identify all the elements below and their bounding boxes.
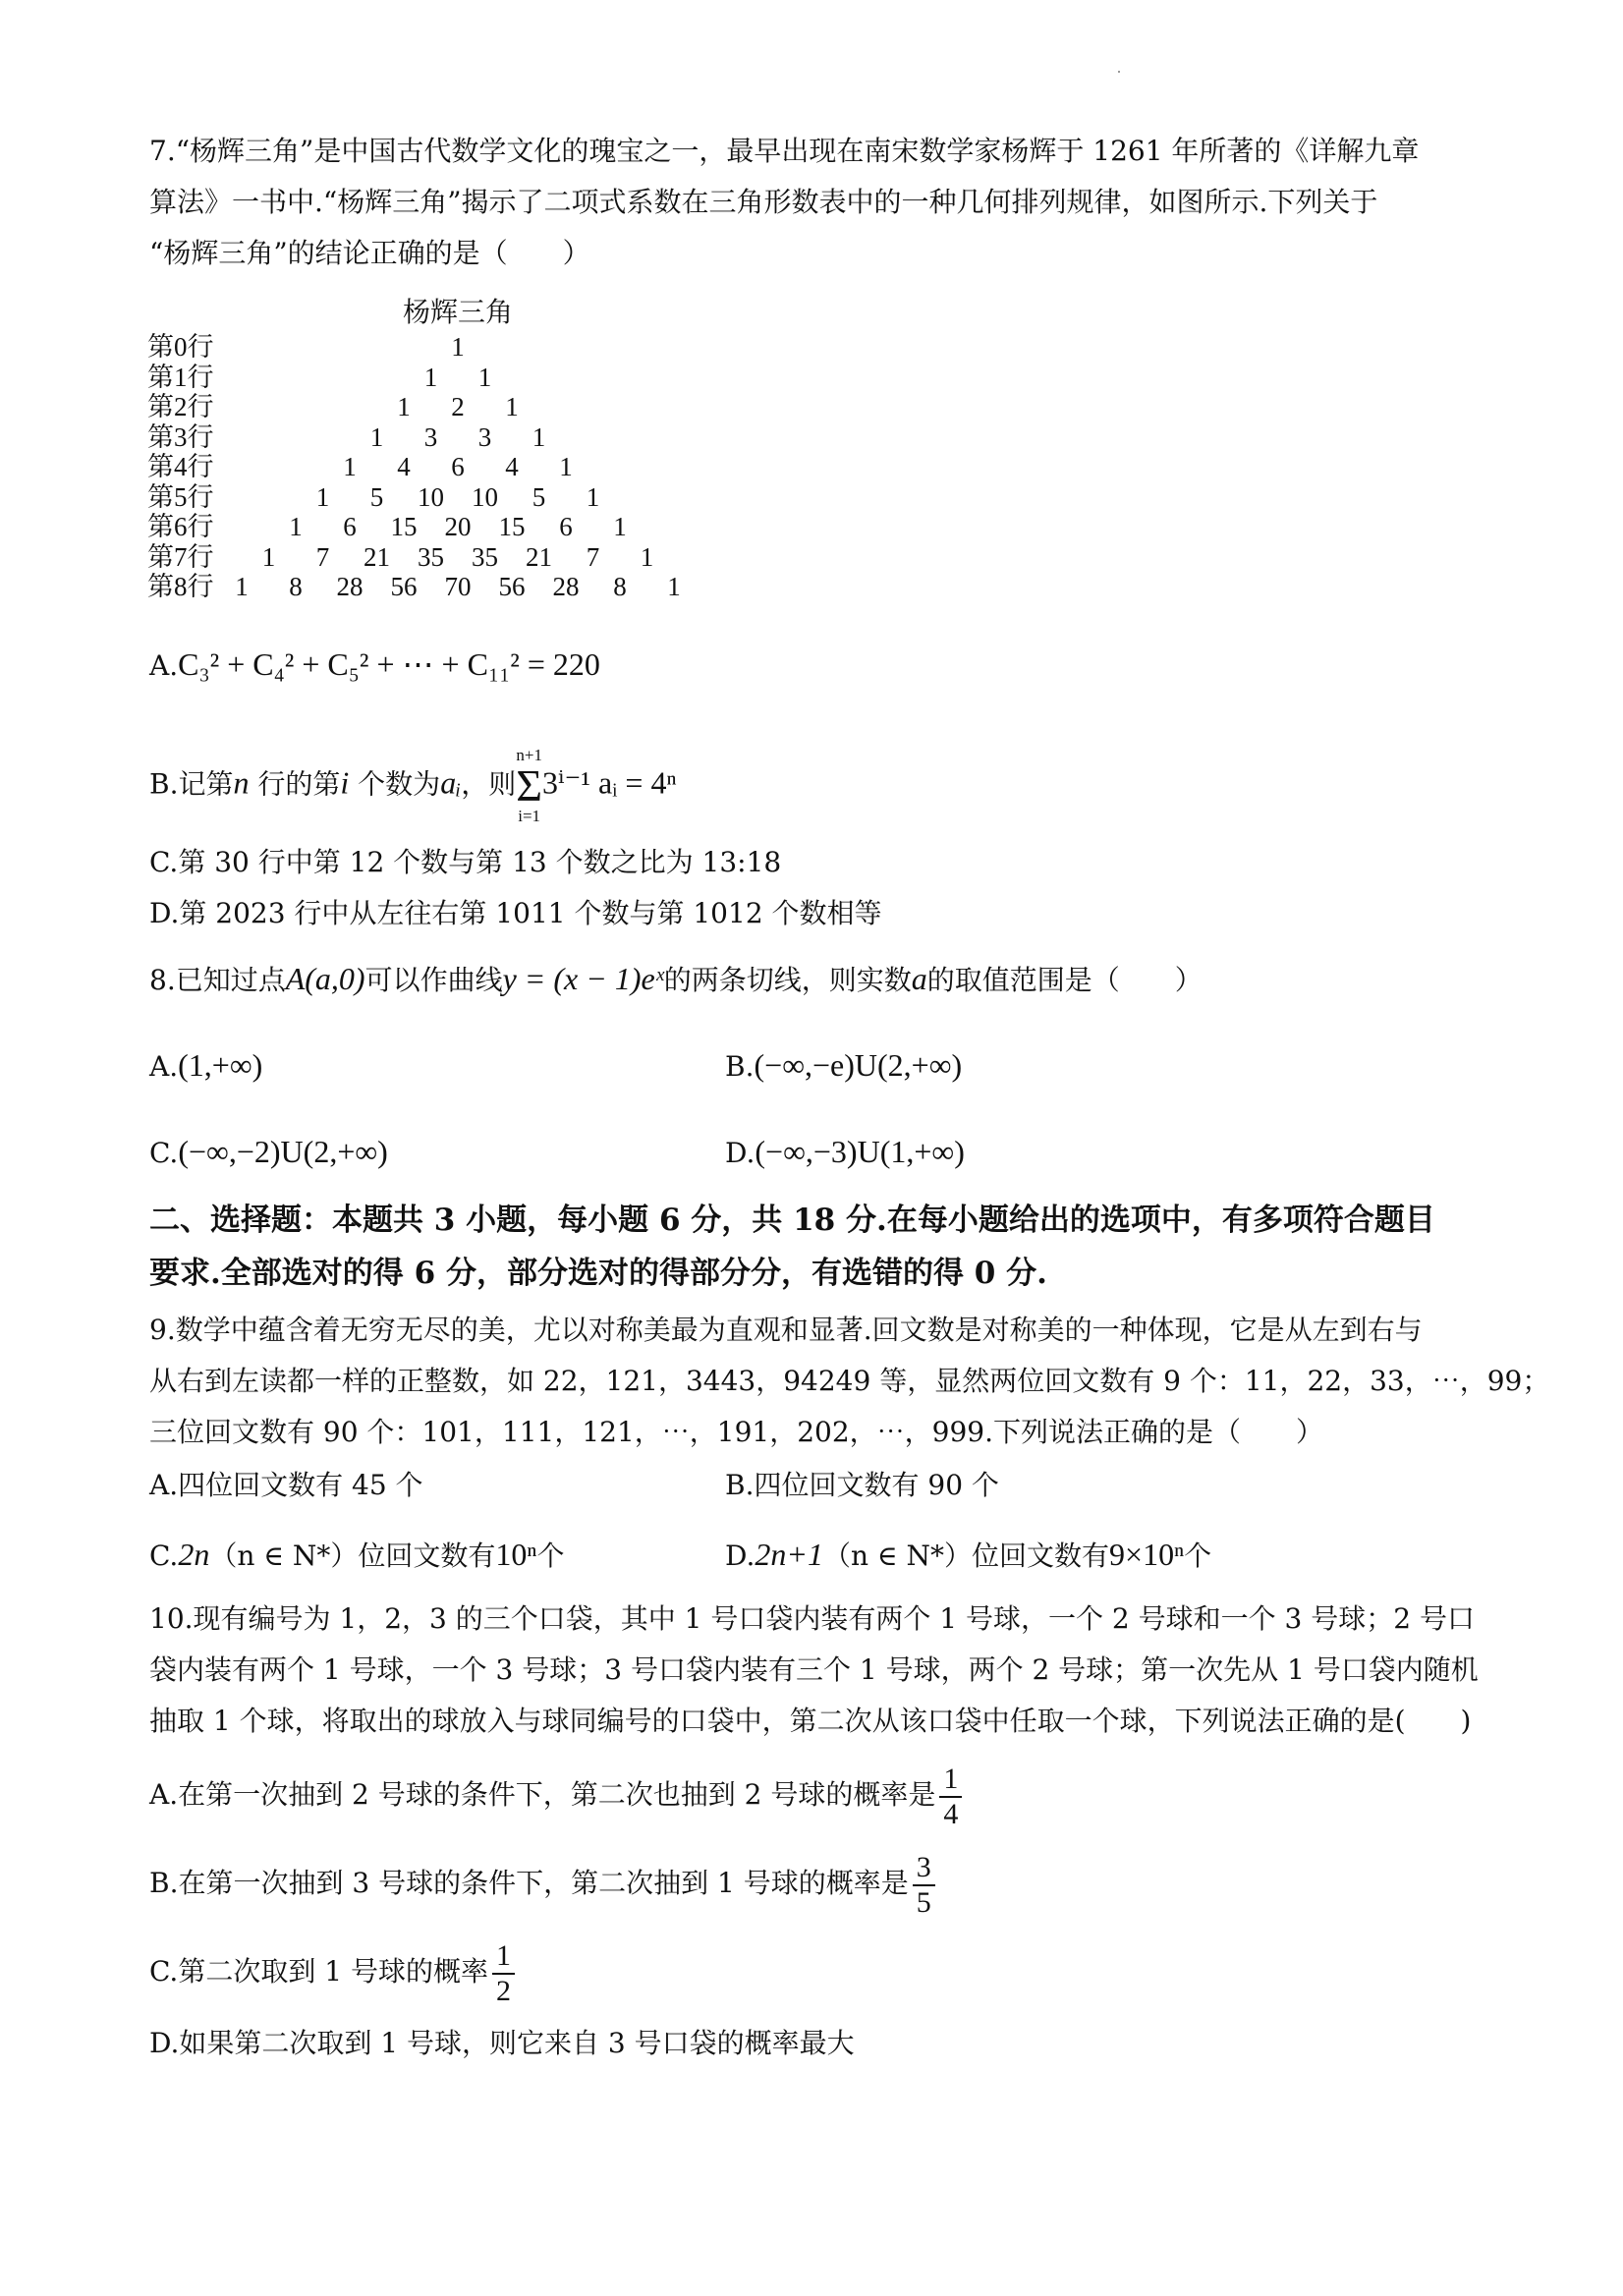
q7-option-b-n: n [233, 764, 250, 801]
q10-option-b-numerator: 3 [913, 1851, 935, 1886]
q9-option-c-end: 个 [536, 1540, 565, 1572]
triangle-number: 15 [498, 512, 526, 541]
q7-option-a-math: C₃² + C₄² + C₅² + ⋯ + C₁₁² = 220 [178, 646, 600, 682]
triangle-number: 1 [397, 392, 411, 421]
q8-option-a-math: (1,+∞) [178, 1047, 263, 1083]
sum-symbol [516, 747, 542, 825]
q9-option-d-mid: 位回文数有 [972, 1540, 1110, 1572]
triangle-number: 1 [423, 362, 438, 392]
q10-stem-line2: 袋内装有两个 1 号球，一个 3 号球；3 号口袋内装有三个 1 号球，两个 2 号球；第一次先从 1 号口袋内随机 [149, 1653, 1479, 1686]
sum-upper-limit: n+1 [516, 746, 542, 764]
q9-option-c-prefix: C. [149, 1540, 179, 1572]
triangle-number: 8 [289, 572, 303, 601]
q9-option-d [725, 1535, 1211, 1576]
triangle-number: 3 [423, 421, 438, 452]
q7-option-b-prefix: B.记第 [149, 767, 234, 801]
triangle-number: 35 [418, 541, 444, 572]
q8-option-d-prefix: D. [725, 1137, 756, 1169]
q9-option-b: B.四位回文数有 90 个 [725, 1469, 999, 1501]
triangle-number: 1 [289, 512, 303, 541]
triangle-number: 7 [586, 541, 600, 572]
triangle-number: 4 [505, 452, 519, 481]
triangle-row-label: 第7行 [147, 541, 214, 572]
triangle-number: 1 [613, 512, 627, 541]
q7-option-a [149, 644, 600, 686]
q7-option-b-mid1: 行的第 [249, 767, 341, 801]
q7-option-b-mid2: 个数为 [349, 767, 441, 801]
q7-option-b-ai: aᵢ [440, 764, 462, 801]
triangle-number: 28 [336, 572, 364, 601]
q8-option-b-math: (−∞,−e)U(2,+∞) [754, 1047, 963, 1083]
q10-option-a-fraction [939, 1763, 962, 1831]
q10-stem-line3: 抽取 1 个球，将取出的球放入与球同编号的口袋中，第二次从该口袋中任取一个球，下列说法正确的是( ) [149, 1705, 1472, 1737]
speck [1118, 71, 1120, 73]
q8-option-d-math: (−∞,−3)U(1,+∞) [755, 1134, 965, 1169]
q8-stem-prefix: 8.已知过点 [149, 964, 286, 996]
q8-stem-mid: 可以作曲线 [364, 964, 503, 996]
q10-option-a-denominator: 4 [943, 1797, 959, 1830]
q10-option-c-denominator: 2 [495, 1974, 511, 2007]
triangle-number: 4 [397, 452, 411, 481]
triangle-number: 1 [477, 362, 492, 392]
q7-option-b-sum-body: 3ⁱ⁻¹ aᵢ = 4ⁿ [542, 764, 677, 801]
triangle-number: 15 [390, 512, 418, 541]
triangle-number: 7 [315, 541, 330, 572]
triangle-number: 8 [613, 572, 627, 601]
q7-option-d: D.第 2023 行中从左往右第 1011 个数与第 1012 个数相等 [149, 897, 882, 929]
triangle-number: 1 [451, 332, 465, 362]
q9-option-c-math1: 2n [178, 1537, 210, 1572]
triangle-number: 5 [369, 481, 384, 512]
triangle-number: 1 [369, 421, 384, 452]
triangle-title: 杨辉三角 [403, 296, 514, 328]
triangle-number: 1 [586, 481, 600, 512]
q9-option-c [149, 1535, 565, 1576]
q10-option-a-text: A.在第一次抽到 2 号球的条件下，第二次也抽到 2 号球的概率是 [149, 1778, 936, 1811]
triangle-number: 1 [315, 481, 330, 512]
q10-option-d: D.如果第二次取到 1 号球，则它来自 3 号口袋的概率最大 [149, 2027, 855, 2059]
triangle-number: 20 [444, 512, 472, 541]
triangle-row-label: 第5行 [147, 481, 214, 512]
q9-option-d-cond: （n ∈ N*） [822, 1540, 973, 1572]
sum-lower-limit: i=1 [518, 807, 541, 825]
q9-option-c-math2: 10ⁿ [495, 1537, 537, 1572]
triangle-number: 21 [364, 541, 390, 572]
q7-option-b-mid3: ，则 [461, 767, 517, 801]
triangle-row-label: 第2行 [147, 392, 214, 421]
triangle-row-label: 第6行 [147, 512, 214, 541]
triangle-number: 5 [532, 481, 546, 512]
q8-curve: y = (x − 1)eˣ [502, 961, 664, 996]
q8-option-d [725, 1132, 965, 1173]
q8-option-b-prefix: B. [725, 1050, 755, 1083]
q8-stem-end: 的取值范围是（ ） [926, 964, 1203, 996]
triangle-number: 1 [261, 541, 276, 572]
triangle-number: 70 [444, 572, 472, 601]
q8-stem [149, 959, 1203, 1000]
q9-option-d-math2: 9×10ⁿ [1109, 1537, 1185, 1572]
triangle-row-label: 第3行 [147, 421, 214, 452]
q7-option-b [149, 747, 677, 825]
q9-stem-line2: 从右到左读都一样的正整数，如 22，121，3443，94249 等，显然两位回文数有 9 个：11，22，33，⋯，99； [149, 1365, 1550, 1397]
triangle-row-label: 第8行 [147, 572, 214, 601]
triangle-number: 10 [472, 481, 498, 512]
triangle-number: 1 [505, 392, 519, 421]
triangle-number: 3 [477, 421, 492, 452]
q8-point: A(a,0) [285, 961, 365, 996]
q7-stem-line3: “杨辉三角”的结论正确的是（ ） [149, 237, 590, 269]
q9-stem-line1: 9.数学中蕴含着无穷无尽的美，尤以对称美最为直观和显著.回文数是对称美的一种体现，它是从左到右与 [149, 1314, 1423, 1346]
section2-header-line2: 要求.全部选对的得 6 分，部分选对的得部分分，有选错的得 0 分. [149, 1256, 1047, 1291]
q9-option-c-mid: 位回文数有 [358, 1540, 496, 1572]
q10-stem-line1: 10.现有编号为 1，2，3 的三个口袋，其中 1 号口袋内装有两个 1 号球，一个 2 号球和一个 3 号球；2 号口 [149, 1602, 1475, 1635]
q9-stem-line3: 三位回文数有 90 个：101，111，121，⋯，191，202，⋯，999.下列说法正确的是（ ） [149, 1416, 1323, 1448]
q8-option-c-prefix: C. [149, 1137, 179, 1169]
q10-option-b-denominator: 5 [916, 1885, 931, 1919]
triangle-number: 21 [526, 541, 552, 572]
triangle-number: 1 [559, 452, 573, 481]
q8-var-a: a [911, 961, 927, 996]
q10-option-b-fraction [913, 1851, 935, 1920]
q10-option-a [149, 1761, 962, 1831]
triangle-number: 1 [640, 541, 654, 572]
triangle-number: 6 [343, 512, 357, 541]
q9-option-c-cond: （n ∈ N*） [209, 1540, 359, 1572]
q10-option-a-numerator: 1 [939, 1763, 962, 1798]
triangle-number: 28 [552, 572, 580, 601]
q10-option-b-text: B.在第一次抽到 3 号球的条件下，第二次抽到 1 号球的概率是 [149, 1867, 909, 1899]
q10-option-b [149, 1849, 935, 1920]
triangle-number: 56 [390, 572, 418, 601]
q9-option-d-end: 个 [1184, 1540, 1212, 1572]
triangle-number: 1 [532, 421, 546, 452]
q8-option-b [725, 1045, 962, 1087]
q8-option-a-prefix: A. [149, 1050, 179, 1083]
triangle-number: 6 [451, 452, 465, 481]
section2-header-line1: 二、选择题：本题共 3 小题，每小题 6 分，共 18 分.在每小题给出的选项中，有多项符合题目 [149, 1203, 1435, 1238]
q7-stem-line1: 7.“杨辉三角”是中国古代数学文化的瑰宝之一，最早出现在南宋数学家杨辉于 1261 年所著的《详解九章 [149, 135, 1420, 167]
triangle-number: 6 [559, 512, 573, 541]
q9-option-d-prefix: D. [725, 1540, 756, 1572]
triangle-number: 35 [472, 541, 498, 572]
triangle-number: 2 [451, 392, 465, 421]
triangle-row-label: 第0行 [147, 332, 214, 362]
q9-option-d-math1: 2n+1 [755, 1537, 823, 1572]
q7-option-b-i: i [340, 764, 350, 801]
sigma-glyph: Σ [516, 760, 543, 811]
triangle-number: 56 [498, 572, 526, 601]
q8-option-a [149, 1045, 262, 1087]
triangle-number: 10 [418, 481, 444, 512]
q9-option-a: A.四位回文数有 45 个 [149, 1469, 423, 1501]
q8-stem-suffix: 的两条切线，则实数 [663, 964, 912, 996]
q10-option-c-numerator: 1 [492, 1939, 515, 1975]
q10-option-c-text: C.第二次取到 1 号球的概率 [149, 1955, 488, 1988]
triangle-number: 1 [667, 572, 681, 601]
triangle-row-label: 第1行 [147, 362, 214, 392]
q10-option-c [149, 1937, 515, 2008]
q8-option-c-math: (−∞,−2)U(2,+∞) [178, 1134, 388, 1169]
q7-option-c: C.第 30 行中第 12 个数与第 13 个数之比为 13:18 [149, 846, 782, 878]
triangle-number: 1 [343, 452, 357, 481]
q7-option-a-prefix: A. [149, 649, 179, 682]
triangle-row-label: 第4行 [147, 452, 214, 481]
triangle-number: 1 [235, 572, 249, 601]
q10-option-c-fraction [492, 1939, 515, 2008]
q8-option-c [149, 1132, 388, 1173]
q7-stem-line2: 算法》一书中.“杨辉三角”揭示了二项式系数在三角形数表中的一种几何排列规律，如图所示.下列关于 [149, 186, 1378, 218]
